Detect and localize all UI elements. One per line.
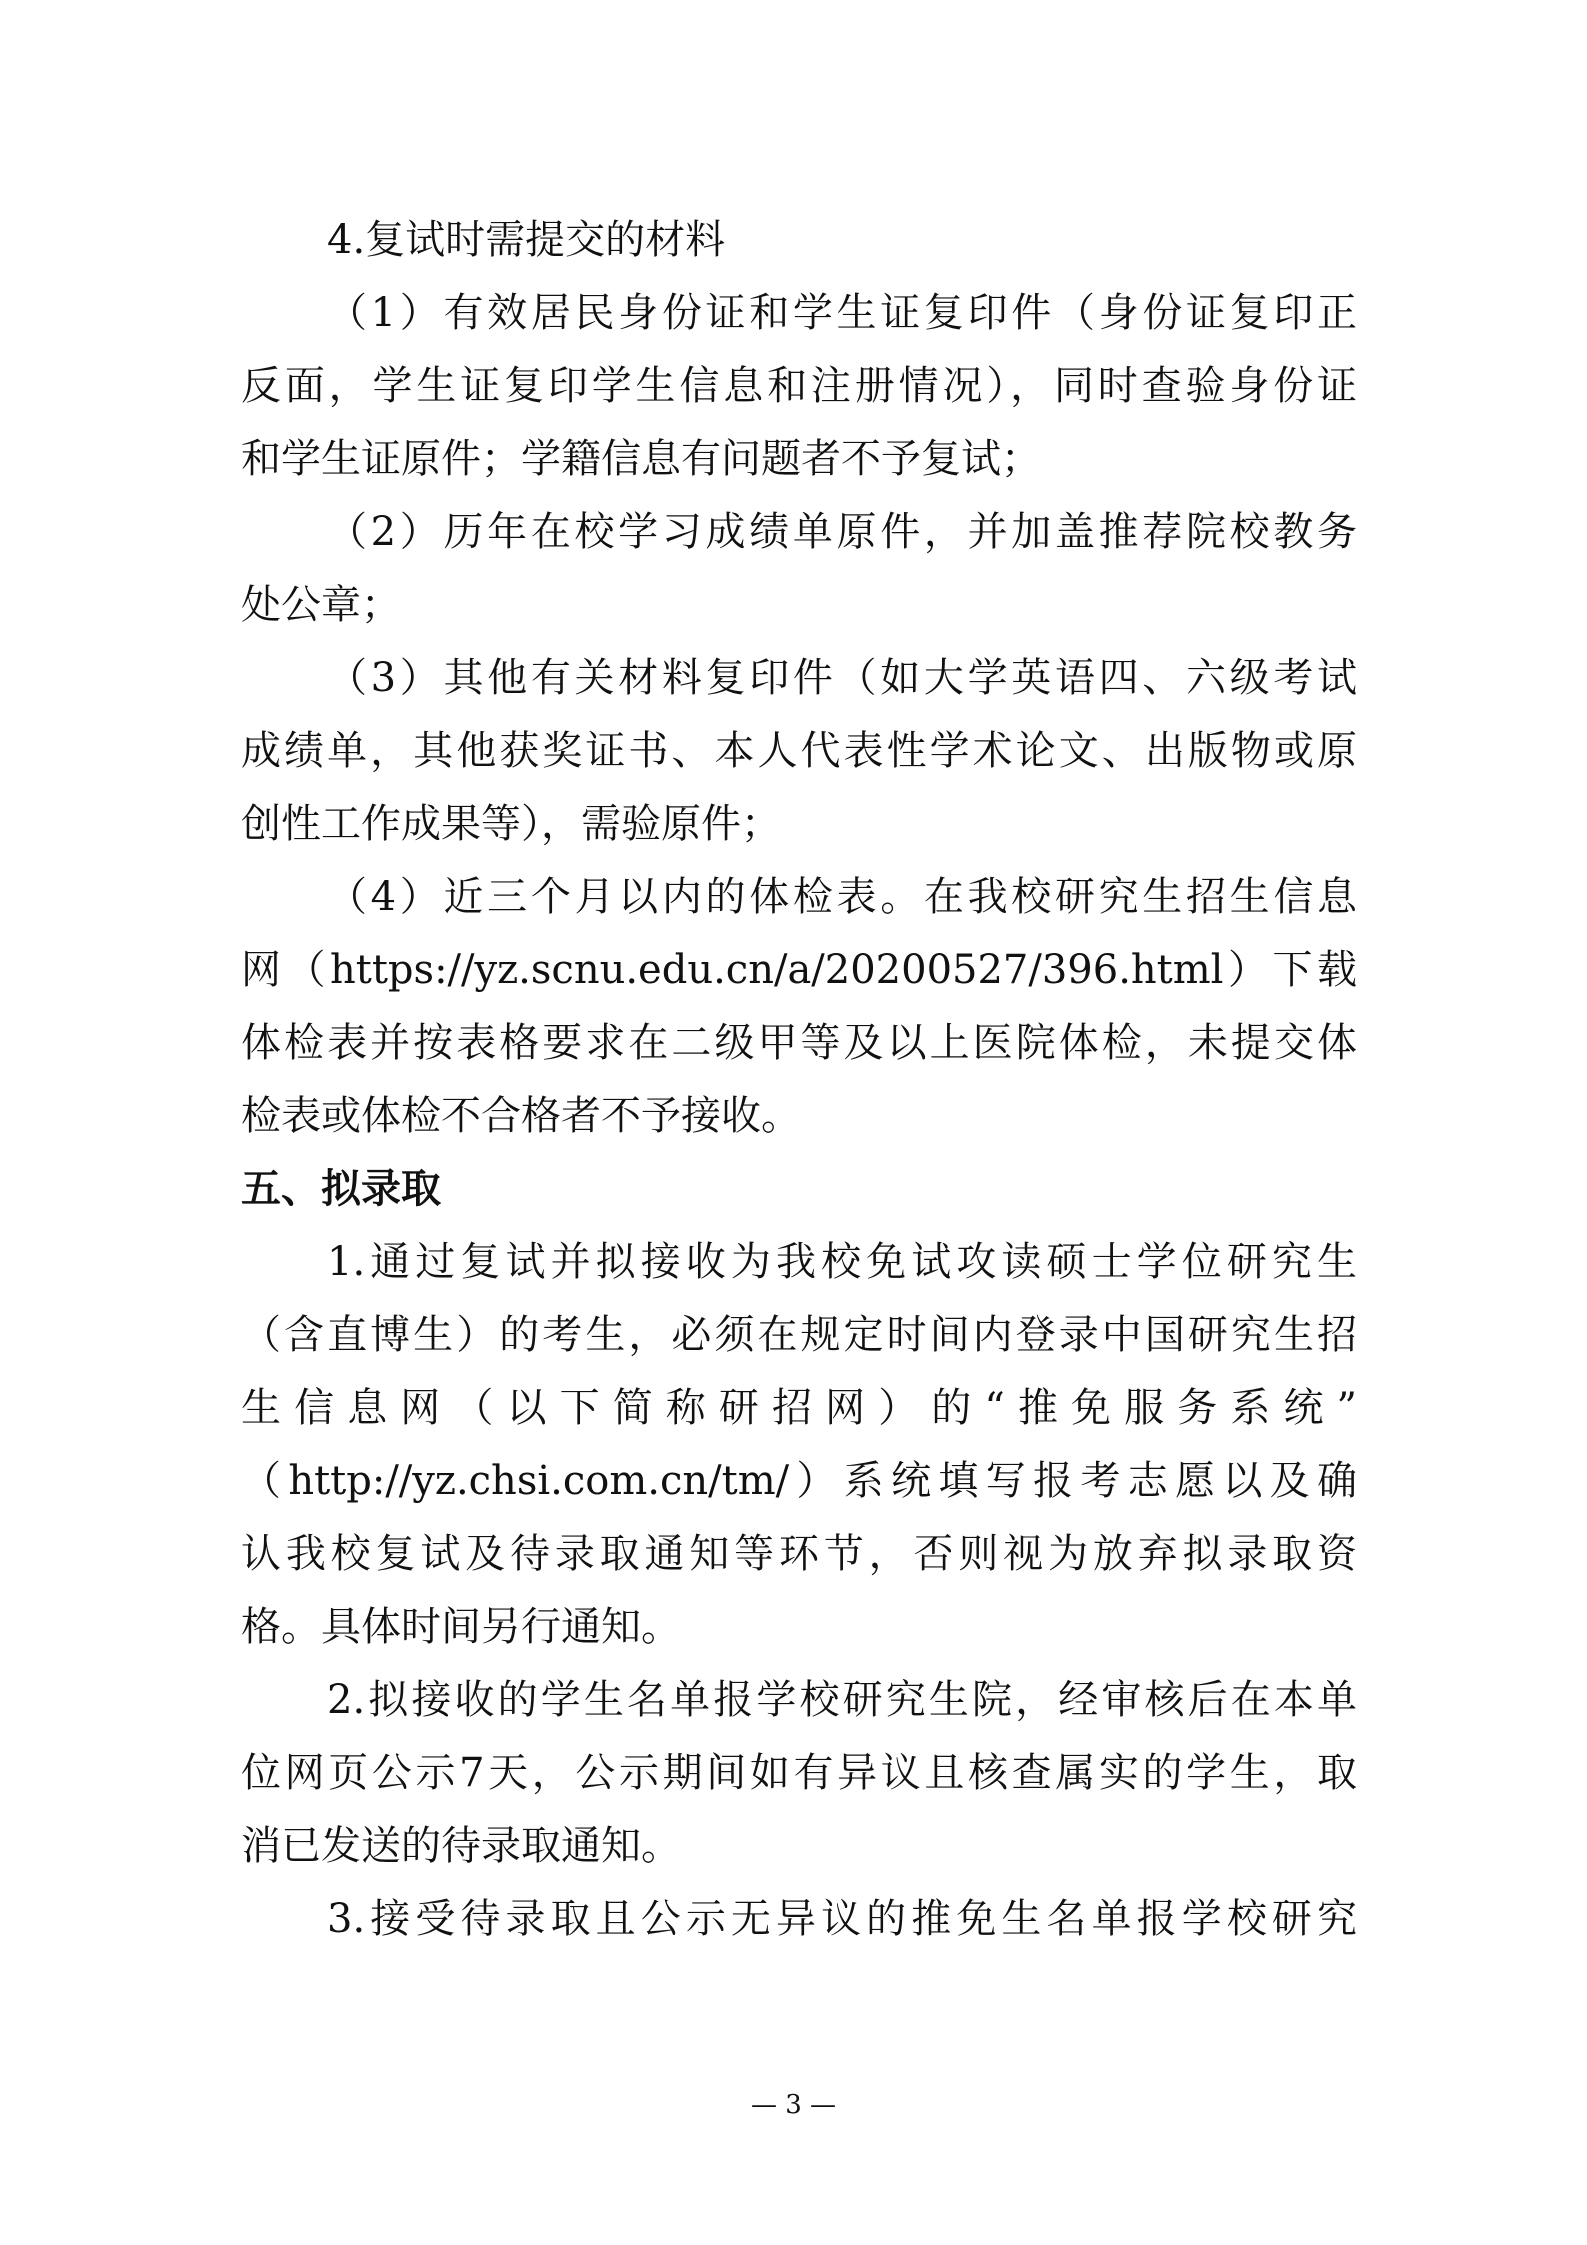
paragraph-line: 生信息网（以下简称研招网）的“推免服务系统”: [241, 1385, 1357, 1431]
item-4-heading: 4.复试时需提交的材料: [327, 217, 726, 263]
paragraph-line: 认我校复试及待录取通知等环节，否则视为放弃拟录取资: [241, 1531, 1357, 1577]
section-heading: 五、拟录取: [241, 1166, 441, 1212]
paragraph-line: 格。具体时间另行通知。: [241, 1604, 681, 1650]
paragraph-line: 1.通过复试并拟接收为我校免试攻读硕士学位研究生: [327, 1239, 1357, 1285]
paragraph-line: 创性工作成果等），需验原件；: [241, 801, 781, 847]
paragraph-line: （3）其他有关材料复印件（如大学英语四、六级考试: [327, 655, 1357, 701]
paragraph-line: 3.接受待录取且公示无异议的推免生名单报学校研究: [327, 1896, 1357, 1942]
paragraph-line: 体检表并按表格要求在二级甲等及以上医院体检，未提交体: [241, 1020, 1357, 1066]
paragraph-line: 消已发送的待录取通知。: [241, 1823, 681, 1869]
paragraph-line: 和学生证原件；学籍信息有问题者不予复试；: [241, 436, 1041, 482]
paragraph-line: 处公章；: [241, 582, 401, 628]
url-line: （http://yz.chsi.com.cn/tm/）系统填写报考志愿以及确: [241, 1458, 1357, 1504]
paragraph-line: （1）有效居民身份证和学生证复印件（身份证复印正: [327, 290, 1357, 336]
paragraph-line: 反面，学生证复印学生信息和注册情况），同时查验身份证: [241, 363, 1357, 409]
paragraph-line: （2）历年在校学习成绩单原件，并加盖推荐院校教务: [327, 509, 1357, 555]
paragraph-line: 检表或体检不合格者不予接收。: [241, 1093, 801, 1139]
paragraph-line: 位网页公示7天，公示期间如有异议且核查属实的学生，取: [241, 1750, 1357, 1796]
paragraph-line: （4）近三个月以内的体检表。在我校研究生招生信息: [327, 874, 1357, 920]
paragraph-line: 2.拟接收的学生名单报学校研究生院，经审核后在本单: [327, 1677, 1357, 1723]
paragraph-line: 成绩单，其他获奖证书、本人代表性学术论文、出版物或原: [241, 728, 1357, 774]
url-line: 网（https://yz.scnu.edu.cn/a/20200527/396.html）下载: [241, 947, 1357, 993]
page-number: — 3 —: [750, 2090, 837, 2120]
paragraph-line: （含直博生）的考生，必须在规定时间内登录中国研究生招: [241, 1312, 1357, 1358]
